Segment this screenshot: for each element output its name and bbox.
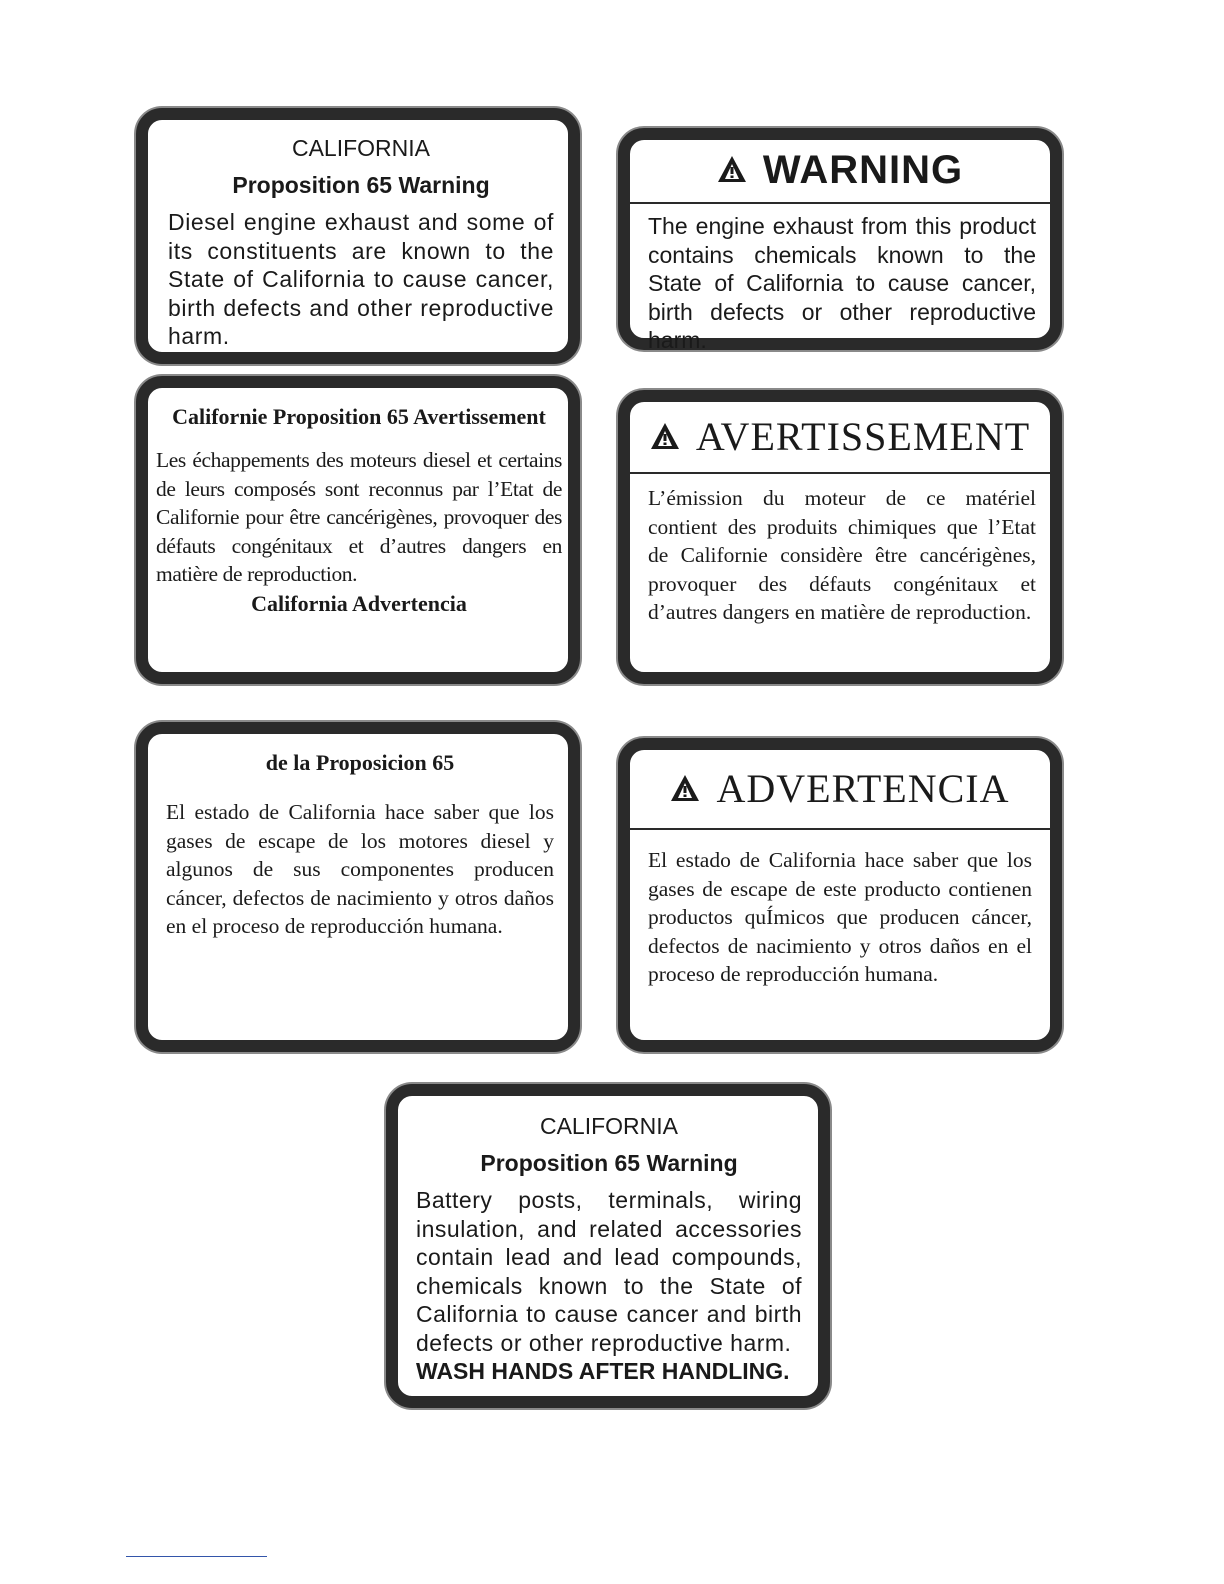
- label-warning-en: [618, 128, 1062, 353]
- avertissement-header: [630, 402, 1050, 474]
- label-heading-prop65: Proposition 65 Warning: [232, 172, 490, 198]
- advertencia-body: El estado de California hace saber que los gases de escape de este producto contienen productos quÍmicos que producen cáncer, defectos de nacimiento y otros daños en el proceso de reproducción humana.: [648, 848, 1032, 986]
- label-body: Diesel engine exhaust and some of its constituents are known to the State of California to cause cancer, birth defects and other reproductive harm.: [168, 209, 554, 349]
- footnote-rule: [126, 1556, 267, 1557]
- label-avertissement-fr: [618, 390, 1062, 684]
- label-body-fr: Les échappements des moteurs diesel et certains de leurs composés sont reconnus par l’Etat de Californie pour être cancérigènes, provoquer des défauts congénitaux et d’autres dangers en matière de reproduction.: [156, 448, 562, 586]
- warning-triangle-icon: [650, 411, 680, 481]
- label-heading-fr: Californie Proposition 65 Avertissement: [172, 404, 546, 429]
- warning-body: The engine exhaust from this product contains chemicals known to the State of California to cause cancer, birth defects or other reproductive harm.: [648, 213, 1036, 353]
- label-battery-prop65-en: [386, 1084, 830, 1408]
- label-footer-advertencia: California Advertencia: [251, 590, 467, 616]
- label-diesel-prop65-en: [136, 108, 580, 364]
- label-advertencia-es: [618, 738, 1062, 1052]
- avertissement-title: AVERTISSEMENT: [695, 414, 1031, 459]
- label-heading-prop65: Proposition 65 Warning: [480, 1150, 738, 1176]
- label-heading-california: CALIFORNIA: [291, 135, 431, 161]
- warning-triangle-icon: [670, 759, 700, 837]
- label-diesel-prop65-es: [136, 722, 580, 1052]
- warning-header: [630, 140, 1050, 204]
- label-body-es: El estado de California hace saber que los gases de escape de los motores diesel y algunos de sus componentes producen cáncer, defectos de nacimiento y otros daños en el proceso de reproducción humana.: [166, 800, 554, 938]
- avertissement-body: L’émission du moteur de ce matériel contient des produits chimiques que l’Etat de Californie considère être cancérigènes, provoquer des défauts congénitaux et d’autres dangers en matière de reproduction.: [648, 486, 1036, 624]
- advertencia-header: [630, 750, 1050, 830]
- advertencia-title: ADVERTENCIA: [716, 766, 1010, 811]
- label-diesel-prop65-fr: [136, 376, 580, 684]
- label-body-battery: Battery posts, terminals, wiring insulation, and related accessories contain lead and lead compounds, chemicals known to the State of California to cause cancer and birth defects or other reproductive harm.: [416, 1187, 802, 1356]
- label-heading-california: CALIFORNIA: [539, 1113, 679, 1139]
- label-heading-es: de la Proposicion 65: [265, 750, 455, 775]
- label-wash-hands: WASH HANDS AFTER HANDLING.: [416, 1358, 790, 1384]
- warning-triangle-icon: [717, 149, 747, 209]
- warning-title: WARNING: [762, 148, 964, 192]
